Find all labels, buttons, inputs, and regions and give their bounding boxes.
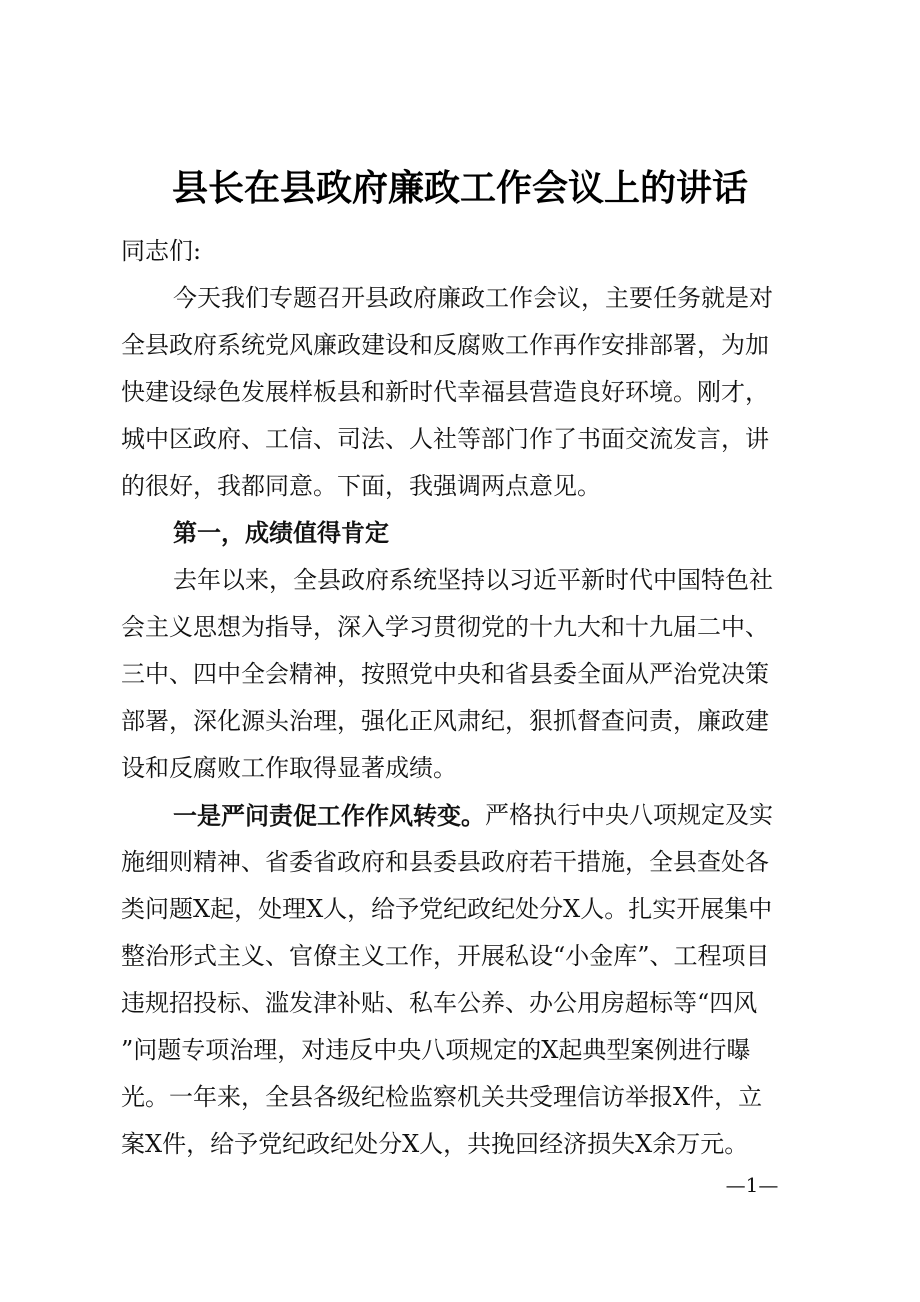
paragraph-line: 会主义思想为指导，深入学习贯彻党的十九大和十九届二中、: [121, 613, 769, 641]
paragraph-line: 部署，深化源头治理，强化正风肃纪，狠抓督查问责，廉政建: [121, 707, 769, 735]
paragraph-line: 今天我们专题召开县政府廉政工作会议，主要任务就是对: [173, 284, 773, 312]
paragraph-line: 整治形式主义、官僚主义工作，开展私设“小金库”、工程项目: [121, 942, 770, 970]
salutation: 同志们:: [121, 237, 202, 265]
document-title: 县长在县政府廉政工作会议上的讲话: [171, 167, 748, 209]
paragraph-line: 类问题X起，处理X人，给予党纪政纪处分X人。扎实开展集中: [121, 895, 773, 923]
section-paragraph: [121, 557, 793, 792]
paragraph-line: [121, 792, 793, 839]
section-heading: 第一，成绩值得肯定: [173, 519, 389, 547]
paragraph-line: 设和反腐败工作取得显著成绩。: [121, 754, 457, 782]
paragraph-line: ”问题专项治理，对违反中央八项规定的X起典型案例进行曝: [121, 1036, 751, 1064]
page-number: —1—: [725, 1173, 779, 1197]
intro-paragraph: [121, 275, 793, 510]
paragraph-line: 城中区政府、工信、司法、人社等部门作了书面交流发言，讲: [121, 425, 769, 453]
paragraph-line: 三中、四中全会精神，按照党中央和省县委全面从严治党决策: [121, 660, 769, 688]
paragraph-line: 快建设绿色发展样板县和新时代幸福县营造良好环境。刚才，: [121, 378, 769, 406]
document-body: [121, 228, 793, 1168]
paragraph-line: 施细则精神、省委省政府和县委县政府若干措施，全县查处各: [121, 848, 769, 876]
point-one-lead: 一是严问责促工作作风转变。: [173, 801, 485, 830]
paragraph-line: 全县政府系统党风廉政建设和反腐败工作再作安排部署，为加: [121, 331, 769, 359]
paragraph-line: 去年以来，全县政府系统坚持以习近平新时代中国特色社: [173, 566, 773, 594]
paragraph-line: 违规招投标、滥发津补贴、私车公养、办公用房超标等“四风: [121, 989, 758, 1017]
paragraph-line: 案X件，给予党纪政纪处分X人，共挽回经济损失X余万元。: [121, 1130, 749, 1158]
paragraph-line: 光。一年来，全县各级纪检监察机关共受理信访举报X件，立: [121, 1083, 763, 1111]
paragraph-line: 的很好，我都同意。下面，我强调两点意见。: [121, 472, 601, 500]
point-one-first-line: 严格执行中央八项规定及实: [485, 801, 773, 829]
point-one-paragraph: [121, 792, 793, 1168]
